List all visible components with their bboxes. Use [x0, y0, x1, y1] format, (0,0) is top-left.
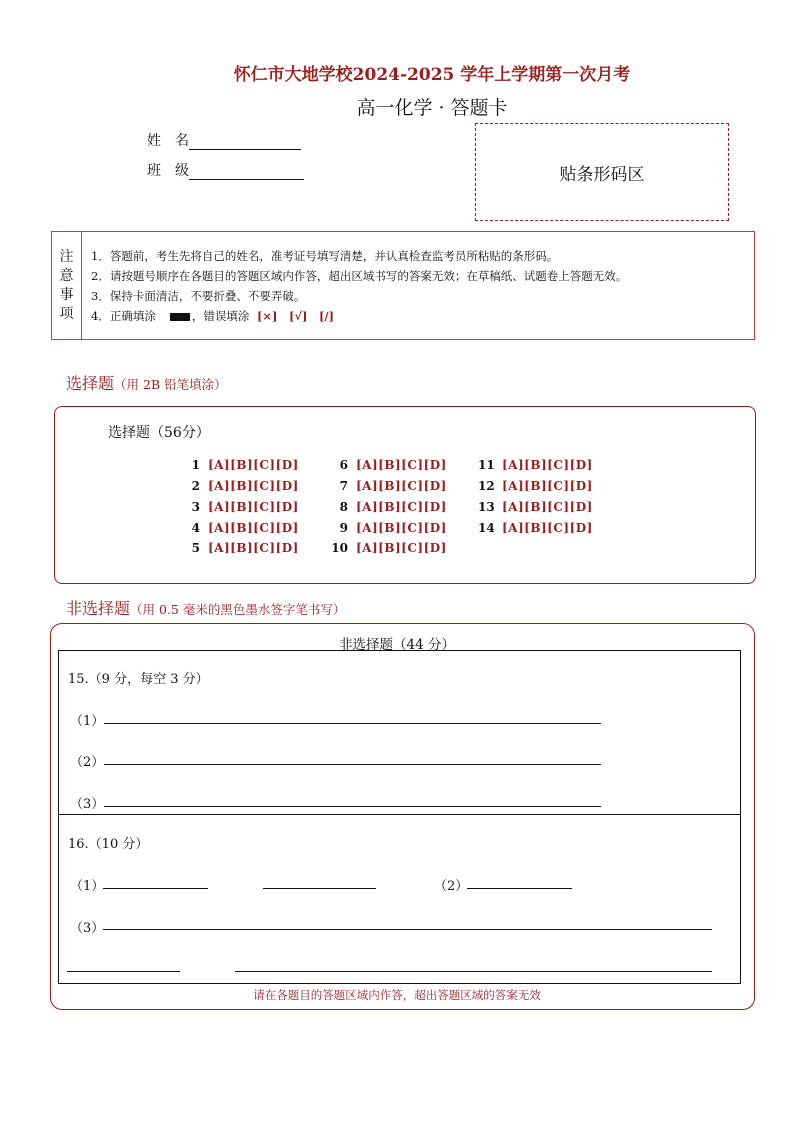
answer-area-warning: 请在各题目的答题区域内作答，超出答题区域的答案无效	[253, 988, 541, 1002]
question-divider	[58, 814, 741, 815]
q15-part2-label: （2）	[70, 755, 105, 770]
free-section-title: 非选择题	[66, 599, 131, 618]
choice-question-row[interactable]: 10 [A][B][C][D]	[331, 541, 447, 555]
choice-question-row[interactable]: 2 [A][B][C][D]	[191, 479, 299, 493]
free-section-heading	[66, 596, 345, 619]
notice-list	[91, 246, 627, 326]
q16-extra-answer-line-a[interactable]	[67, 971, 180, 972]
q16-part2-label: （2）	[434, 879, 469, 894]
notice-heading	[52, 232, 82, 339]
choice-question-row[interactable]: 14 [A][B][C][D]	[478, 521, 593, 535]
notice-box	[51, 231, 755, 340]
q15-part3-answer-line[interactable]	[104, 806, 601, 807]
choice-question-row[interactable]: 7 [A][B][C][D]	[339, 479, 447, 493]
name-label: 姓 名	[147, 133, 189, 149]
notice-item-fill-example	[91, 306, 627, 326]
q16-part3-label: （3）	[70, 921, 105, 936]
notice-head-char: 项	[59, 305, 74, 322]
choice-question-row[interactable]: 6 [A][B][C][D]	[339, 458, 447, 472]
notice-head-char: 事	[59, 286, 74, 303]
answer-sheet-subtitle: 高一化学 · 答题卡	[356, 97, 508, 119]
class-line[interactable]	[189, 165, 304, 180]
choice-question-row[interactable]: 12 [A][B][C][D]	[478, 479, 593, 493]
notice-item: 1．答题前，考生先将自己的姓名，准考证号填写清楚，并认真检查监考员所粘贴的条形码。	[91, 249, 559, 263]
choice-question-row[interactable]: 8 [A][B][C][D]	[339, 500, 447, 514]
q16-part1-answer-line-a[interactable]	[103, 888, 208, 889]
q15-part1-label: （1）	[70, 714, 105, 729]
choice-section-hint: （用 2B 铅笔填涂）	[114, 377, 227, 392]
notice-head-char: 意	[59, 267, 74, 284]
notice-item: 2．请按题号顺序在各题目的答题区域内作答，超出区域书写的答案无效；在草稿纸、试题卷上答题无效。	[91, 269, 628, 283]
choice-question-row[interactable]: 11 [A][B][C][D]	[478, 458, 593, 472]
q16-part2-answer-line[interactable]	[467, 888, 572, 889]
q15-part3-label: （3）	[70, 797, 105, 812]
free-inner-frame	[58, 650, 741, 984]
correct-fill-sample	[170, 313, 190, 321]
notice-item4-wrong-label: ，错误填涂	[191, 309, 250, 323]
barcode-area	[475, 123, 729, 221]
choice-question-row[interactable]: 5 [A][B][C][D]	[191, 541, 299, 555]
choice-section-heading	[66, 371, 227, 394]
name-line[interactable]	[189, 135, 301, 150]
free-box-title: 非选择题（44 分）	[339, 637, 455, 653]
q16-extra-answer-line-b[interactable]	[235, 971, 712, 972]
q15-part2-answer-line[interactable]	[104, 764, 601, 765]
q16-part1-label: （1）	[70, 879, 105, 894]
notice-head-char: 注	[59, 248, 74, 265]
barcode-label: 贴条形码区	[559, 164, 645, 185]
q16-part3-answer-line[interactable]	[103, 929, 712, 930]
name-field[interactable]	[147, 130, 301, 150]
choice-question-row[interactable]: 3 [A][B][C][D]	[191, 500, 299, 514]
choice-box-title: 选择题（56分）	[108, 425, 210, 441]
q15-part1-answer-line[interactable]	[104, 723, 601, 724]
notice-item: 3．保持卡面清洁，不要折叠、不要弄破。	[91, 289, 306, 303]
q16-heading: 16.（10 分）	[68, 837, 149, 852]
choice-question-row[interactable]: 9 [A][B][C][D]	[339, 521, 447, 535]
class-field[interactable]	[147, 160, 304, 180]
wrong-fill-samples: [×] [√] [/]	[256, 309, 335, 323]
class-label: 班 级	[147, 163, 189, 179]
choice-question-row[interactable]: 4 [A][B][C][D]	[191, 521, 299, 535]
q16-part1-answer-line-b[interactable]	[263, 888, 376, 889]
free-section-hint: （用 0.5 毫米的黑色墨水签字笔书写）	[130, 602, 346, 617]
notice-item4-label: 4．正确填涂	[91, 309, 156, 323]
choice-question-row[interactable]: 13 [A][B][C][D]	[478, 500, 593, 514]
exam-title: 怀仁市大地学校2024-2025 学年上学期第一次月考	[233, 65, 631, 85]
q15-heading: 15.（9 分，每空 3 分）	[68, 672, 209, 687]
choice-section-title: 选择题	[66, 374, 115, 393]
choice-question-row[interactable]: 1 [A][B][C][D]	[191, 458, 299, 472]
